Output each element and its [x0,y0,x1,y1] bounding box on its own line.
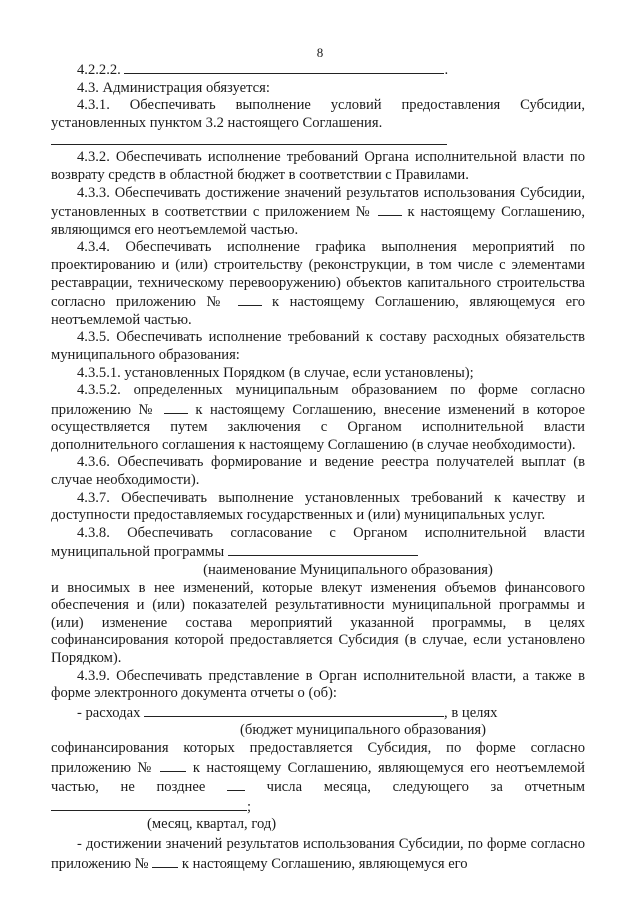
achievement-text: - достижении значений результатов использования Субсидии, по форме согласно приложению № [51,835,585,872]
appendix-number-field[interactable] [152,854,178,868]
clause-4-3-5-2-text: 4.3.5.2. определенных муниципальным образованием по форме согласно приложению № [51,382,585,418]
appendix-number-field[interactable] [164,400,188,414]
clause-4-3-7: 4.3.7. Обеспечивать выполнение установленных требований к качеству и доступности предоставляемых государственных и (или) муниципальных услуг. [51,489,585,524]
expenses-purpose: , в целях [444,704,498,721]
expenses-end: ; [247,798,252,815]
clause-4-3-4 [51,239,585,329]
clause-4-3-4-text: 4.3.4. Обеспечивать исполнение графика выполнения мероприятий по проектированию и (или) строительству (реконструкции, в том числе с элементами реставрации, техническому перевооружению) объектов капитального строительства согласно приложению № [51,239,585,311]
caption-municipality: (наименование Муниципального образования) [203,562,493,579]
clause-4-3-8-continued: и вносимых в нее изменений, которые влекут изменения объемов финансового обеспечения и (или) показателей результативности муниципальной программы и (или) изменение состава мероприятий указанной программы, в целях софинансирования которой предоставляется Субсидия (в случае, если установлено Порядком). [51,579,585,666]
clause-4-3-9: 4.3.9. Обеспечивать представление в Орган исполнительной власти, а также в форме электронного документа отчеты о (об): [51,667,585,702]
achievement-text-end: к настоящему Соглашению, являющемуся его [181,855,468,872]
document-body [51,60,585,873]
expenses-text: софинансирования которых предоставляется Субсидия, по форме согласно приложению № [51,739,585,776]
expenses-line [51,703,585,723]
expenses-continued [51,740,585,816]
clause-4-2-2-2: 4.2.2.2. . [77,62,449,78]
clause-4-3-5-1: 4.3.5.1. установленных Порядком (в случае, если установлены); [77,364,474,381]
expenses-label: - расходах [77,704,141,721]
clause-4-3-8-text: 4.3.8. Обеспечивать согласование с Органом исполнительной власти муниципальной программы [51,524,585,561]
budget-field[interactable] [144,703,444,717]
clause-4-3-3-text: 4.3.3. Обеспечивать достижение значений результатов использования Субсидии, установленных в соответствии с приложением № [51,184,585,221]
clause-4-3-5-2 [51,382,585,454]
expenses-text-2: к настоящему Соглашению, являющемуся его неотъемлемой частью, не позднее [51,759,585,796]
clause-4-3-3 [51,185,585,240]
appendix-number-field[interactable] [378,202,402,216]
program-name-field[interactable] [228,542,418,556]
clause-4-3: 4.3. Администрация обязуется: [77,79,270,96]
expenses-text-3: числа месяца, следующего за отчетным [266,779,585,796]
clause-4-3-1: 4.3.1. Обеспечивать выполнение условий предоставления Субсидии, установленных пунктом 3.2 настоящего Соглашения. [51,97,585,131]
clause-4-3-8 [51,525,585,562]
day-field[interactable] [227,777,245,791]
clause-4-3-5: 4.3.5. Обеспечивать исполнение требований к составу расходных обязательств муниципального образования: [51,329,585,363]
clause-4-3-3-text-end: к настоящему Соглашению, являющимся его неотъемлемой частью. [51,204,585,238]
caption-budget: (бюджет муниципального образования) [240,722,486,739]
clause-4-2-2-2-label: 4.2.2.2. [77,62,121,78]
appendix-number-field[interactable] [160,758,186,772]
period-field[interactable] [51,797,247,811]
page-number: 8 [316,45,324,60]
blank-field[interactable] [124,60,444,74]
blank-line[interactable] [51,132,447,145]
clause-4-3-4-text-end: к настоящему Соглашению, являющемуся его неотъемлемой частью. [51,294,586,328]
clause-4-3-5-2-text-end: к настоящему Соглашению, внесение изменений в которое осуществляется путем заключения с Органом исполнительной власти дополнительного соглашения к настоящему Соглашению (в случае необходимости). [51,401,585,453]
caption-period: (месяц, квартал, год) [147,816,277,833]
clause-4-3-6: 4.3.6. Обеспечивать формирование и ведение реестра получателей выплат (в случае необходимости). [51,454,585,489]
clause-4-3-2: 4.3.2. Обеспечивать исполнение требований Органа исполнительной власти по возврату средств в областной бюджет в соответствии с Правилами. [51,149,585,183]
achievement-line [51,836,585,873]
appendix-number-field[interactable] [238,292,262,306]
